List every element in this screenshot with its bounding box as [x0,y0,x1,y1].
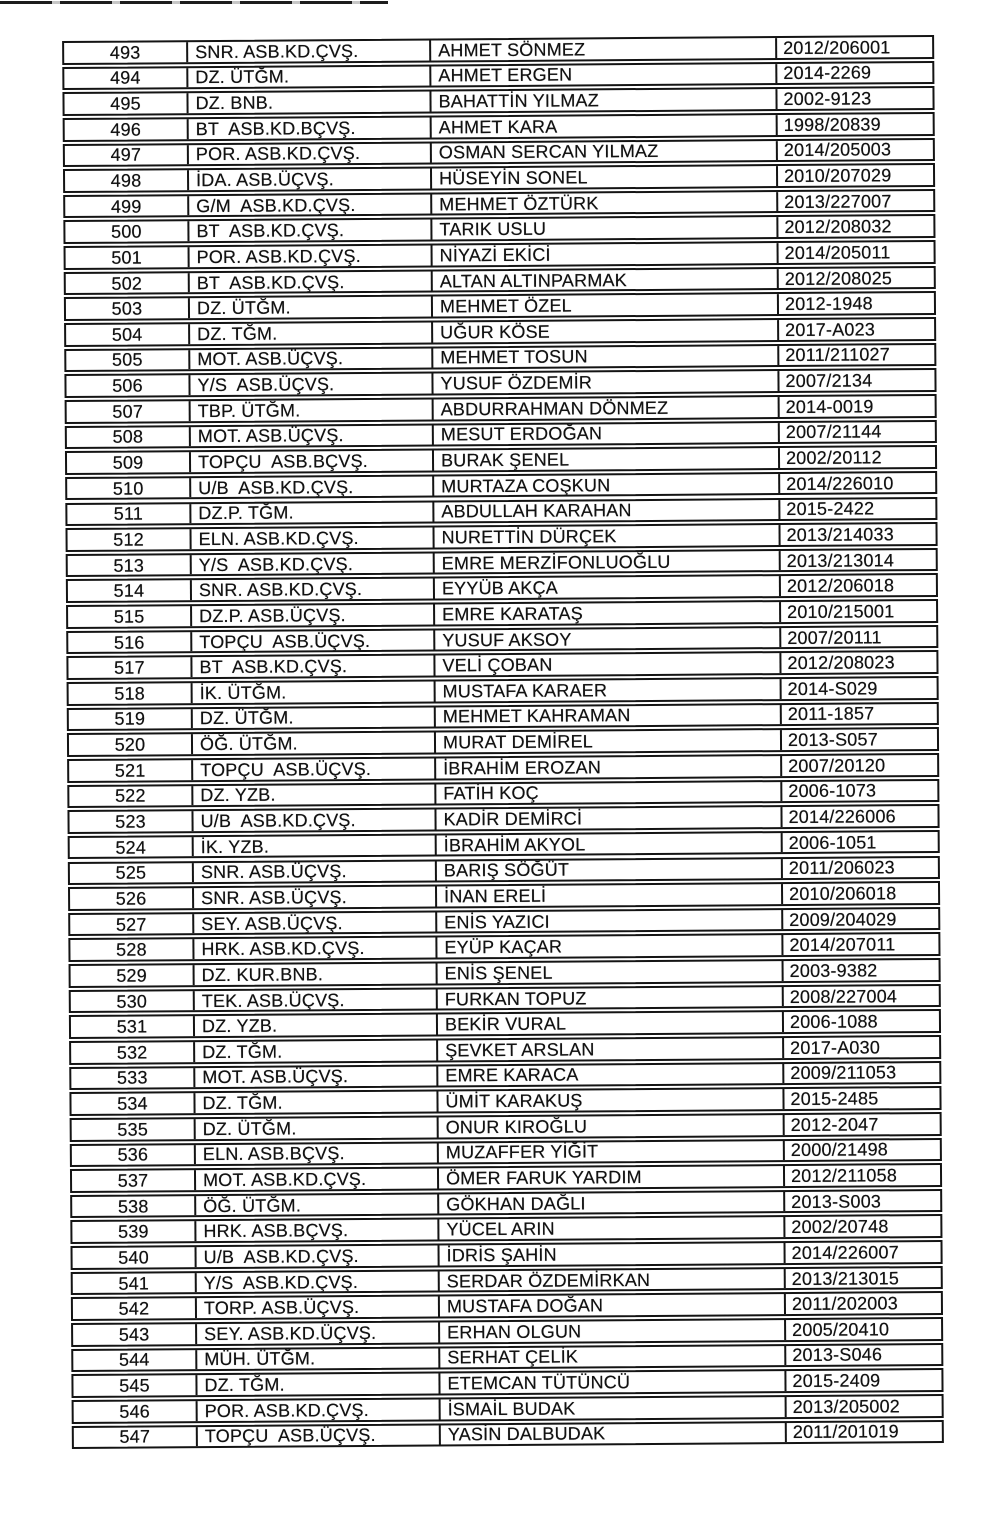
cell-name: İBRAHİM AKYOL [437,833,783,855]
cell-registry: 2014/207011 [789,934,896,956]
cell-index: 505 [66,350,190,370]
cell-name: ETEMCAN TÜTÜNCÜ [440,1371,786,1393]
cell-index: 512 [68,529,192,549]
cell-index: 533 [71,1068,195,1088]
cell-rank: ELN. ASB.BÇVŞ. [196,1143,439,1164]
cell-index: 501 [66,247,190,267]
cell-index: 541 [73,1273,197,1293]
table-row [69,1009,941,1039]
cell-name: ABDULLAH KARAHAN [434,500,780,522]
cell-index: 537 [72,1170,196,1190]
cell-name: UĞUR KÖSE [433,320,779,342]
cell-name: MUZAFFER YİĞİT [439,1141,785,1163]
cell-name: EMRE KARACA [438,1064,784,1086]
cell-name: FATİH KOÇ [436,782,782,804]
table-row [63,112,935,142]
cell-rank: TOPÇU ASB.ÜÇVŞ. [192,630,435,651]
cell-registry: 2011/211027 [785,344,891,366]
table-row [72,1394,944,1424]
cell-rank: SNR. ASB.ÜÇVŞ. [194,861,437,882]
cell-name: YÜCEL ARIN [439,1218,785,1240]
cell-registry: 2014/226010 [786,472,894,494]
table-row [63,138,935,168]
table-row [71,1291,943,1321]
cell-registry: 2013/214033 [786,524,894,545]
cell-rank: DZ. YZB. [193,784,436,805]
cell-registry: 2013/213015 [791,1267,900,1289]
cell-registry: 2015-2409 [792,1370,881,1391]
cell-index: 544 [73,1350,197,1370]
cell-rank: SEY. ASB.ÜÇVŞ. [194,912,437,933]
cell-rank: BT ASB.KD.ÇVŞ. [192,656,435,677]
cell-rank: DZ. KUR.BNB. [195,964,438,985]
cell-rank: POR. ASB.KD.ÇVŞ. [198,1399,441,1420]
cell-name: AHMET SÖNMEZ [431,38,777,60]
cell-rank: SEY. ASB.KD.ÜÇVŞ. [197,1322,440,1343]
cell-name: MEHMET KAHRAMAN [436,705,782,727]
table-row [64,266,936,296]
cell-index: 525 [70,863,194,883]
cell-rank: SNR. ASB.KD.ÇVŞ. [192,579,435,600]
cell-index: 516 [68,632,192,652]
personnel-table [62,35,944,1450]
cell-registry: 2013-S057 [787,729,878,750]
cell-name: ÖMER FARUK YARDIM [439,1166,785,1188]
cell-registry: 2012/206018 [786,575,895,597]
cell-index: 527 [70,914,194,934]
cell-index: 542 [73,1299,197,1319]
cell-rank: DZ. TĞM. [197,1374,440,1395]
cell-rank: G/M ASB.KD.ÇVŞ. [189,194,432,215]
table-row [69,958,941,988]
cell-registry: 2012/208025 [784,267,893,289]
cell-index: 535 [72,1119,196,1139]
table-row [70,1214,942,1244]
cell-registry: 2008/227004 [789,985,898,1007]
table-row [72,1420,944,1450]
cell-registry: 2003-9382 [789,960,878,981]
cell-index: 538 [72,1196,196,1216]
table-row [65,496,937,526]
cell-name: MESUT ERDOĞAN [434,423,780,445]
cell-rank: MOT. ASB.ÜÇVŞ. [195,1066,438,1087]
cell-name: İNAN ERELİ [437,884,783,906]
cell-rank: DZ. ÜTĞM. [193,707,436,728]
cell-rank: HRK. ASB.KD.ÇVŞ. [194,938,437,959]
cell-registry: 2014/205011 [784,242,891,263]
cell-rank: Y/S ASB.KD.ÇVŞ. [192,553,435,574]
cell-name: EYÜP KAÇAR [437,935,783,957]
cell-registry: 2010/206018 [788,883,897,904]
table-row [69,1086,941,1116]
cell-name: AHMET ERGEN [431,64,777,86]
table-row [64,317,936,347]
cell-name: ABDURRAHMAN DÖNMEZ [434,397,780,419]
table-row [69,1061,941,1091]
cell-name: ALTAN ALTINPARMAK [433,269,779,291]
cell-registry: 2014-2269 [783,62,872,84]
table-row [68,932,940,962]
cell-name: FURKAN TOPUZ [438,987,784,1009]
cell-registry: 2015-2422 [786,498,875,520]
cell-registry: 2011/201019 [792,1421,899,1443]
cell-rank: BT ASB.KD.BÇVŞ. [189,117,432,138]
cell-rank: DZ. TĞM. [195,1092,438,1113]
cell-index: 503 [66,299,190,319]
table-row [63,214,935,244]
cell-name: GÖKHAN DAĞLI [439,1192,785,1214]
cell-index: 513 [68,555,192,575]
table-row [63,189,935,219]
cell-registry: 2012-1948 [784,293,873,315]
cell-index: 518 [69,683,193,703]
cell-rank: TOPÇU ASB.ÜÇVŞ. [198,1425,441,1446]
cell-registry: 2007/20120 [788,755,886,776]
cell-rank: ÖĞ. ÜTĞM. [196,1194,439,1215]
cell-name: SERDAR ÖZDEMİRKAN [440,1269,786,1291]
cell-rank: İDA. ASB.ÜÇVŞ. [189,169,432,190]
scan-artifact-line [0,1,388,4]
cell-name: NURETTİN DÜRÇEK [434,525,780,547]
table-row [70,1137,942,1167]
cell-index: 514 [68,581,192,601]
table-row [70,1189,942,1219]
table-row [63,163,935,193]
table-row [64,343,936,373]
cell-index: 495 [64,93,188,113]
table-row [65,522,937,552]
cell-index: 498 [65,170,189,190]
cell-index: 515 [68,606,192,626]
cell-registry: 2011-1857 [787,703,875,725]
cell-name: YUSUF ÖZDEMİR [433,371,779,393]
table-row [69,1035,941,1065]
table-row [65,471,937,501]
cell-rank: DZ. YZB. [195,1015,438,1036]
cell-rank: ÖĞ. ÜTĞM. [193,733,436,754]
cell-rank: İK. YZB. [194,835,437,856]
cell-rank: DZ. TĞM. [190,323,433,344]
table-row [66,573,938,603]
cell-index: 493 [64,42,188,62]
cell-name: SERHAT ÇELİK [440,1346,786,1368]
cell-registry: 2009/211053 [790,1062,897,1084]
cell-rank: DZ. ÜTĞM. [188,66,431,87]
cell-registry: 2000/21498 [790,1139,889,1161]
cell-registry: 2011/202003 [791,1293,898,1315]
cell-registry: 2014/226007 [791,1242,899,1263]
cell-index: 510 [67,478,191,498]
cell-name: VELİ ÇOBAN [435,653,781,675]
table-row [70,1163,942,1193]
cell-index: 540 [73,1247,197,1267]
cell-index: 520 [69,734,193,754]
cell-name: ŞEVKET ARSLAN [438,1038,784,1060]
cell-registry: 2007/20111 [787,626,882,648]
cell-registry: 2007/21144 [785,421,882,443]
cell-index: 532 [71,1042,195,1062]
table-row [62,35,934,65]
table-row [70,1112,942,1142]
cell-registry: 2014-0019 [785,396,874,417]
table-row [66,650,938,680]
table-row [65,445,937,475]
table-row [66,599,938,629]
cell-registry: 2006-1088 [789,1011,878,1032]
cell-name: BAHATTİN YILMAZ [431,89,777,111]
cell-registry: 2013/213014 [786,549,895,571]
cell-name: OSMAN SERCAN YILMAZ [432,141,778,163]
cell-name: TARIK USLU [432,218,778,240]
table-row [67,753,939,783]
table-row [66,548,938,578]
cell-index: 543 [73,1324,197,1344]
cell-registry: 2005/20410 [792,1319,890,1340]
cell-index: 497 [65,145,189,165]
cell-index: 521 [69,760,193,780]
cell-index: 499 [65,196,189,216]
table-row [71,1317,943,1347]
cell-name: MEHMET ÖZEL [433,294,779,316]
table-row [71,1266,943,1296]
cell-rank: TOPÇU ASB.ÜÇVŞ. [193,758,436,779]
cell-index: 508 [67,427,191,447]
cell-name: ERHAN OLGUN [440,1320,786,1342]
cell-rank: HRK. ASB.BÇVŞ. [196,1220,439,1241]
cell-name: İBRAHİM EROZAN [436,756,782,778]
cell-registry: 2012/211058 [790,1165,898,1186]
cell-rank: POR. ASB.KD.ÇVŞ. [189,143,432,164]
cell-rank: İK. ÜTĞM. [193,681,436,702]
cell-name: MUSTAFA DOĞAN [440,1294,786,1316]
cell-registry: 2013/205002 [792,1395,901,1417]
cell-rank: Y/S ASB.ÜÇVŞ. [190,374,433,395]
cell-index: 517 [68,658,192,678]
table-row [62,61,934,91]
table-row [65,420,937,450]
cell-rank: TORP. ASB.ÜÇVŞ. [197,1297,440,1318]
cell-name: ENİS ŞENEL [438,961,784,983]
table-row [71,1343,943,1373]
cell-name: EYYÜB AKÇA [435,577,781,599]
cell-index: 524 [70,837,194,857]
cell-rank: DZ. ÜTĞM. [196,1117,439,1138]
cell-registry: 2012/208032 [784,216,892,238]
cell-index: 545 [73,1375,197,1395]
cell-rank: SNR. ASB.ÜÇVŞ. [194,887,437,908]
table-row [69,984,941,1014]
cell-index: 507 [67,401,191,421]
cell-rank: Y/S ASB.KD.ÇVŞ. [197,1271,440,1292]
cell-registry: 2013-S046 [792,1344,883,1366]
cell-registry: 2014/205003 [783,139,892,161]
cell-name: HÜSEYİN SONEL [432,166,778,188]
cell-registry: 2006-1051 [788,832,877,853]
cell-registry: 2014-S029 [787,678,878,699]
cell-name: EMRE KARATAŞ [435,602,781,624]
cell-registry: 2002/20748 [791,1216,889,1238]
table-row [67,804,939,834]
cell-index: 547 [74,1427,198,1447]
cell-index: 534 [71,1093,195,1113]
cell-registry: 2013-S003 [791,1190,882,1212]
table-row [67,676,939,706]
cell-name: YASİN DALBUDAK [441,1423,787,1445]
cell-index: 494 [64,68,188,88]
cell-rank: DZ. TĞM. [195,1040,438,1061]
cell-rank: DZ. ÜTĞM. [190,297,433,318]
table-row [64,240,936,270]
cell-index: 526 [70,888,194,908]
cell-registry: 2009/204029 [789,908,897,930]
cell-registry: 2014/226006 [788,806,896,827]
cell-name: BEKİR VURAL [438,1012,784,1034]
cell-rank: SNR. ASB.KD.ÇVŞ. [188,40,431,61]
table-row [67,779,939,809]
cell-registry: 2015-2485 [790,1088,879,1109]
cell-registry: 2011/206023 [788,857,895,879]
cell-index: 509 [67,452,191,472]
cell-registry: 2012-2047 [790,1114,879,1135]
cell-index: 519 [69,709,193,729]
cell-registry: 2010/207029 [783,165,892,186]
cell-index: 504 [66,324,190,344]
cell-index: 506 [66,376,190,396]
cell-registry: 2010/215001 [787,601,895,622]
cell-rank: DZ.P. ASB.ÜÇVŞ. [192,605,435,626]
cell-rank: TOPÇU ASB.BÇVŞ. [191,451,434,472]
cell-name: KADİR DEMİRCİ [436,807,782,829]
cell-index: 529 [71,965,195,985]
cell-rank: DZ. BNB. [188,92,431,113]
cell-index: 522 [69,786,193,806]
cell-rank: MOT. ASB.ÜÇVŞ. [190,348,433,369]
table-row [71,1240,943,1270]
table-row [64,291,936,321]
cell-registry: 2012/208023 [787,652,895,674]
cell-name: MURTAZA COŞKUN [434,474,780,496]
cell-index: 511 [67,504,191,524]
cell-index: 536 [72,1145,196,1165]
cell-rank: TBP. ÜTĞM. [191,399,434,420]
cell-name: YUSUF AKSOY [435,628,781,650]
cell-registry: 2017-A030 [790,1037,881,1058]
table-row [67,702,939,732]
cell-name: MEHMET TOSUN [433,346,779,368]
table-row [62,86,934,116]
cell-name: BARIŞ SÖĞÜT [437,859,783,881]
cell-registry: 2013/227007 [784,190,892,212]
table-row [64,368,936,398]
cell-index: 539 [72,1222,196,1242]
table-row [66,625,938,655]
table-row [68,830,940,860]
cell-rank: U/B ASB.KD.ÇVŞ. [197,1246,440,1267]
cell-name: MURAT DEMİREL [436,730,782,752]
cell-rank: DZ.P. TĞM. [191,502,434,523]
cell-index: 496 [65,119,189,139]
cell-name: NİYAZİ EKİCİ [433,243,779,265]
cell-registry: 1998/20839 [783,114,881,135]
cell-name: AHMET KARA [432,115,778,137]
cell-rank: ELN. ASB.KD.ÇVŞ. [192,528,435,549]
cell-name: İSMAİL BUDAK [441,1397,787,1419]
cell-name: ONUR KIROĞLU [439,1115,785,1137]
cell-name: MEHMET ÖZTÜRK [432,192,778,214]
cell-rank: BT ASB.KD.ÇVŞ. [190,271,433,292]
cell-registry: 2002-9123 [783,88,872,109]
cell-name: ENİS YAZICI [437,910,783,932]
cell-registry: 2017-A023 [785,319,876,340]
cell-index: 531 [71,1017,195,1037]
cell-name: İDRİS ŞAHİN [440,1243,786,1265]
cell-registry: 2006-1073 [788,780,877,802]
cell-rank: BT ASB.KD.ÇVŞ. [189,220,432,241]
cell-name: EMRE MERZİFONLUOĞLU [435,551,781,573]
cell-registry: 2012/206001 [783,37,891,58]
cell-index: 530 [71,991,195,1011]
cell-rank: MOT. ASB.KD.ÇVŞ. [196,1169,439,1190]
table-row [65,394,937,424]
cell-registry: 2007/2134 [785,370,873,391]
table-row [71,1368,943,1398]
cell-rank: TEK. ASB.ÜÇVŞ. [195,989,438,1010]
table-row [68,855,940,885]
cell-index: 500 [65,222,189,242]
cell-index: 502 [66,273,190,293]
cell-name: MUSTAFA KARAER [436,679,782,701]
table-row [68,881,940,911]
table-row [67,727,939,757]
cell-registry: 2002/20112 [785,447,882,468]
cell-index: 523 [69,811,193,831]
cell-index: 528 [70,940,194,960]
cell-name: ÜMİT KARAKUŞ [438,1089,784,1111]
cell-rank: U/B ASB.KD.ÇVŞ. [193,810,436,831]
cell-index: 546 [74,1401,198,1421]
cell-rank: MOT. ASB.ÜÇVŞ. [191,425,434,446]
cell-name: BURAK ŞENEL [434,448,780,470]
cell-rank: U/B ASB.KD.ÇVŞ. [191,476,434,497]
cell-rank: POR. ASB.KD.ÇVŞ. [190,246,433,267]
table-row [68,907,940,937]
cell-rank: MÜH. ÜTĞM. [197,1348,440,1369]
